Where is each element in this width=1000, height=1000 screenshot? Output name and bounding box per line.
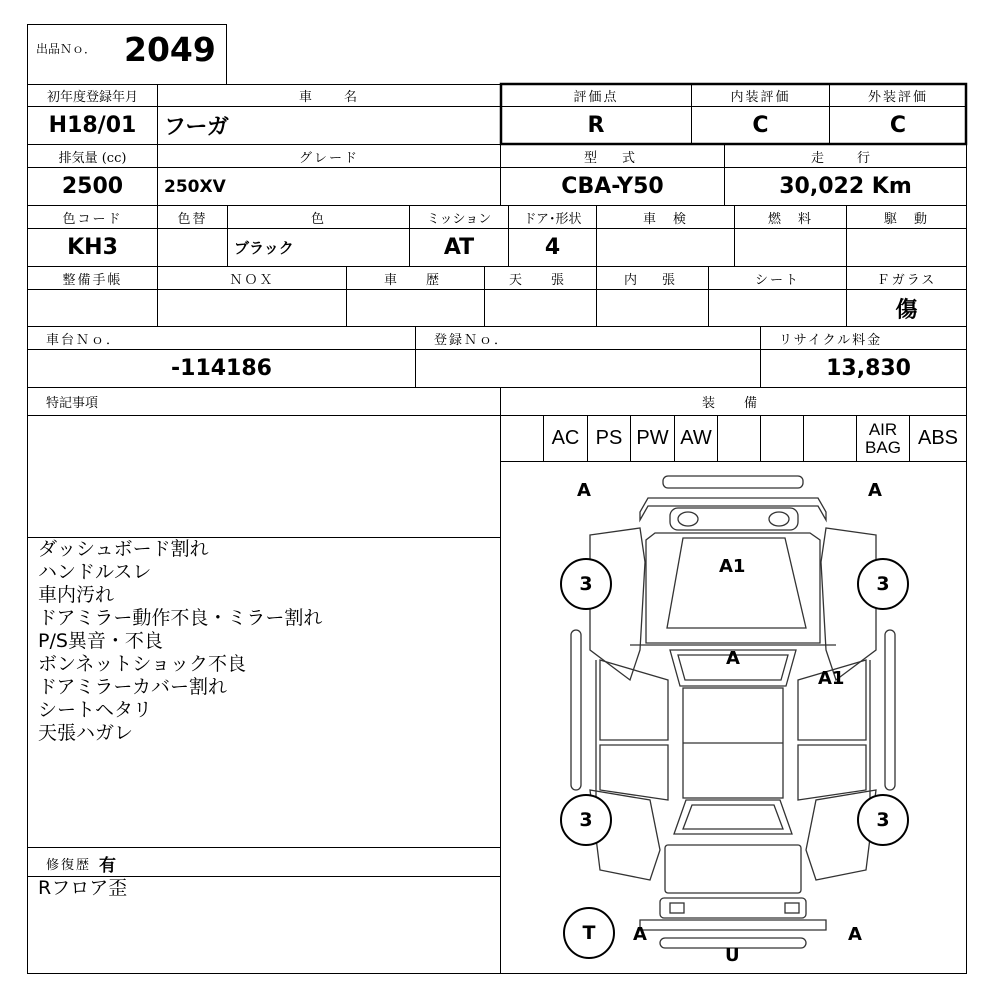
model-value: CBA-Y50 [561,174,664,199]
notes-label: 特記事項 [46,396,99,411]
spare-tire-icon: T [563,907,615,959]
displacement-value: 2500 [61,174,124,199]
first-reg-value: H18/01 [48,113,137,138]
door-label: ドア･形状 [523,211,582,227]
tire-front-right-icon: 3 [857,558,909,610]
exterior-label: 外装評価 [867,90,928,105]
equip-abs: ABS [917,427,959,449]
damage-front-right: A [868,480,882,501]
note-line: P/S異音・不良 [38,630,163,652]
interior-value: C [752,113,769,138]
tire-rear-left-icon: 3 [560,794,612,846]
tire-rear-right-icon: 3 [857,794,909,846]
fuel-label: 燃 料 [767,211,813,227]
recycle-label: リサイクル料金 [779,332,883,348]
color-label: 色 [310,211,326,227]
door-value: 4 [544,235,561,260]
history-label: 車 歴 [383,272,447,288]
headliner-label: 天 張 [508,272,572,288]
seat-label: シート [754,272,800,288]
note-line: ダッシュボード割れ [38,538,209,560]
color-code-value: KH3 [67,235,118,260]
mileage-label: 走 行 [810,150,880,166]
score-value: R [587,113,605,138]
car-name-value: フーガ [164,115,229,140]
repair-value: 有 [99,855,117,876]
damage-front-left: A [577,480,591,501]
note-line: シートヘタリ [38,699,153,721]
lot-label: 出品Ｎｏ． [36,42,97,56]
model-label: 型 式 [583,150,641,166]
damage-windshield: A [726,648,740,669]
damage-rear-left: A [633,924,647,945]
repair-detail: Rフロア歪 [38,877,128,899]
mileage-value: 30,022 Km [779,174,912,199]
lot-number: 2049 [124,30,216,69]
fglass-value: 傷 [895,297,918,323]
grade-label: グレード [298,150,359,166]
score-label: 評価点 [573,90,619,105]
equip-aw: AW [680,427,712,449]
transmission-value: AT [443,235,475,260]
chassis-label: 車台Ｎｏ． [46,332,122,348]
registration-label: 登録Ｎｏ． [434,332,510,348]
recycle-value: 13,830 [826,356,911,381]
equip-airbag: AIR BAG [865,419,901,457]
equip-ac: AC [551,427,580,449]
maintenance-label: 整備手帳 [62,272,123,288]
interior-label: 内装評価 [730,90,791,105]
note-line: ドアミラー動作不良・ミラー割れ [38,607,323,629]
equip-pw: PW [636,427,669,449]
damage-rear-right: A [848,924,862,945]
damage-right-front-door: A1 [818,668,845,689]
damage-hood: A1 [719,556,746,577]
equip-ps: PS [595,427,623,449]
car-name-label: 車 名 [298,90,359,105]
interior-upholstery-label: 内 張 [623,272,681,288]
nox-label: ＮＯＸ [229,272,275,288]
color-value: ブラック [234,239,294,257]
note-line: ドアミラーカバー割れ [38,676,228,698]
equipment-label: 装 備 [701,396,765,411]
repair-label: 修復歴 [46,857,92,873]
transmission-label: ミッション [426,211,492,227]
inspection-label: 車 検 [642,211,688,227]
color-code-label: 色コード [62,211,123,227]
color-change-label: 色替 [177,211,208,227]
displacement-label: 排気量 (cc) [58,150,127,166]
damage-underbody: U [725,945,740,966]
first-reg-label: 初年度登録年月 [46,90,138,105]
grade-value: 250XV [164,176,226,197]
note-line: 天張ハガレ [38,722,134,744]
chassis-value: -114186 [171,356,272,381]
note-line: 車内汚れ [38,584,115,606]
note-line: ボンネットショック不良 [38,653,247,675]
fglass-label: Ｆガラス [876,272,937,288]
exterior-value: C [889,113,907,138]
note-line: ハンドルスレ [38,561,152,583]
tire-front-left-icon: 3 [560,558,612,610]
drive-label: 駆 動 [883,211,929,227]
